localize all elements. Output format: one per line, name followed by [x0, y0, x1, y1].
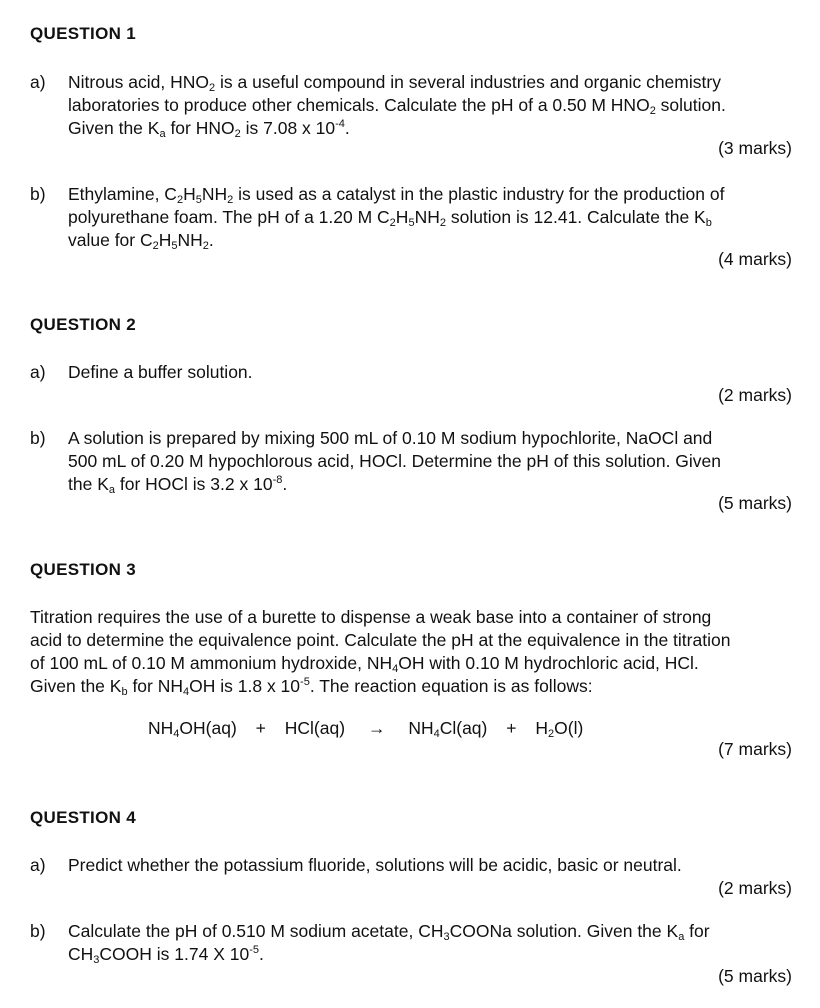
q1b-label: b)	[30, 184, 46, 204]
q1a-marks: (3 marks)	[718, 138, 792, 158]
q3-marks: (7 marks)	[718, 739, 792, 759]
q2a-marks: (2 marks)	[718, 385, 792, 405]
q4b-label: b)	[30, 921, 46, 941]
q1b-marks: (4 marks)	[718, 249, 792, 269]
q4a-marks: (2 marks)	[718, 878, 792, 898]
plus-sign: +	[506, 718, 517, 738]
product-ammonium-chloride: $NH_4Cl(aq)$	[408, 718, 488, 740]
q4b-marks: (5 marks)	[718, 966, 792, 986]
q1b-text: Ethylamine, $C_2H_5NH_2$ is used as a catalyst in the plastic industry for the production of polyurethane foam. The pH of a 1.20 M $C_2H_5NH_2$ solution is 12.41. Calculate the $K_b$ value for $C_2H_5NH_2$.	[68, 184, 725, 252]
plus-sign: +	[255, 718, 266, 738]
reactant-hcl: HCl(aq)	[284, 718, 346, 738]
q4a-text: Predict whether the potassium fluoride, solutions will be acidic, basic or neutral.	[68, 855, 682, 875]
question-3-heading: QUESTION 3	[30, 560, 136, 579]
reaction-equation	[148, 717, 583, 740]
reaction-arrow: →	[367, 718, 386, 738]
q1a-text: Nitrous acid, $HNO_2$ is a useful compound in several industries and organic chemistry laboratories to produce other chemicals. Calculate the pH of a 0.50 M $HNO_2$ solution. Given the $K_a$ for $HNO_2$ is 7.08 x $10^{-4}$.	[68, 72, 726, 140]
question-1-heading: QUESTION 1	[30, 24, 136, 43]
question-4-heading: QUESTION 4	[30, 808, 136, 827]
q2b-text: A solution is prepared by mixing 500 mL of 0.10 M sodium hypochlorite, NaOCl and 500 mL of 0.20 M hypochlorous acid, HOCl. Determine the pH of this solution. Given the $K_a$ for HOCl is 3.2 x $10^{-8}$.	[68, 428, 722, 496]
q2a-text: Define a buffer solution.	[68, 362, 253, 382]
q2b-marks: (5 marks)	[718, 493, 792, 513]
q1a-label: a)	[30, 72, 46, 92]
q2b-label: b)	[30, 428, 46, 448]
q2a-label: a)	[30, 362, 46, 382]
q4b-text: Calculate the pH of 0.510 M sodium acetate, $CH_3COONa$ solution. Given the $K_a$ for $CH_3COOH$ is 1.74 X $10^{-5}$.	[68, 921, 710, 966]
reactant-ammonium-hydroxide: $NH_4OH(aq)$	[148, 718, 237, 740]
question-2-heading: QUESTION 2	[30, 315, 136, 334]
q4a-label: a)	[30, 855, 46, 875]
q3-text: Titration requires the use of a burette to dispense a weak base into a container of strong acid to determine the equivalence point. Calculate the pH at the equivalence in the titration of 100 mL of 0.10 M ammonium hydroxide, $NH_4OH$ with 0.10 M hydrochloric acid, HCl. Given the $K_b$ for $NH_4OH$ is 1.8 x $10^{-5}$. The reaction equation is as follows:	[30, 607, 731, 698]
product-water: $H_2O(l)$	[535, 718, 584, 740]
